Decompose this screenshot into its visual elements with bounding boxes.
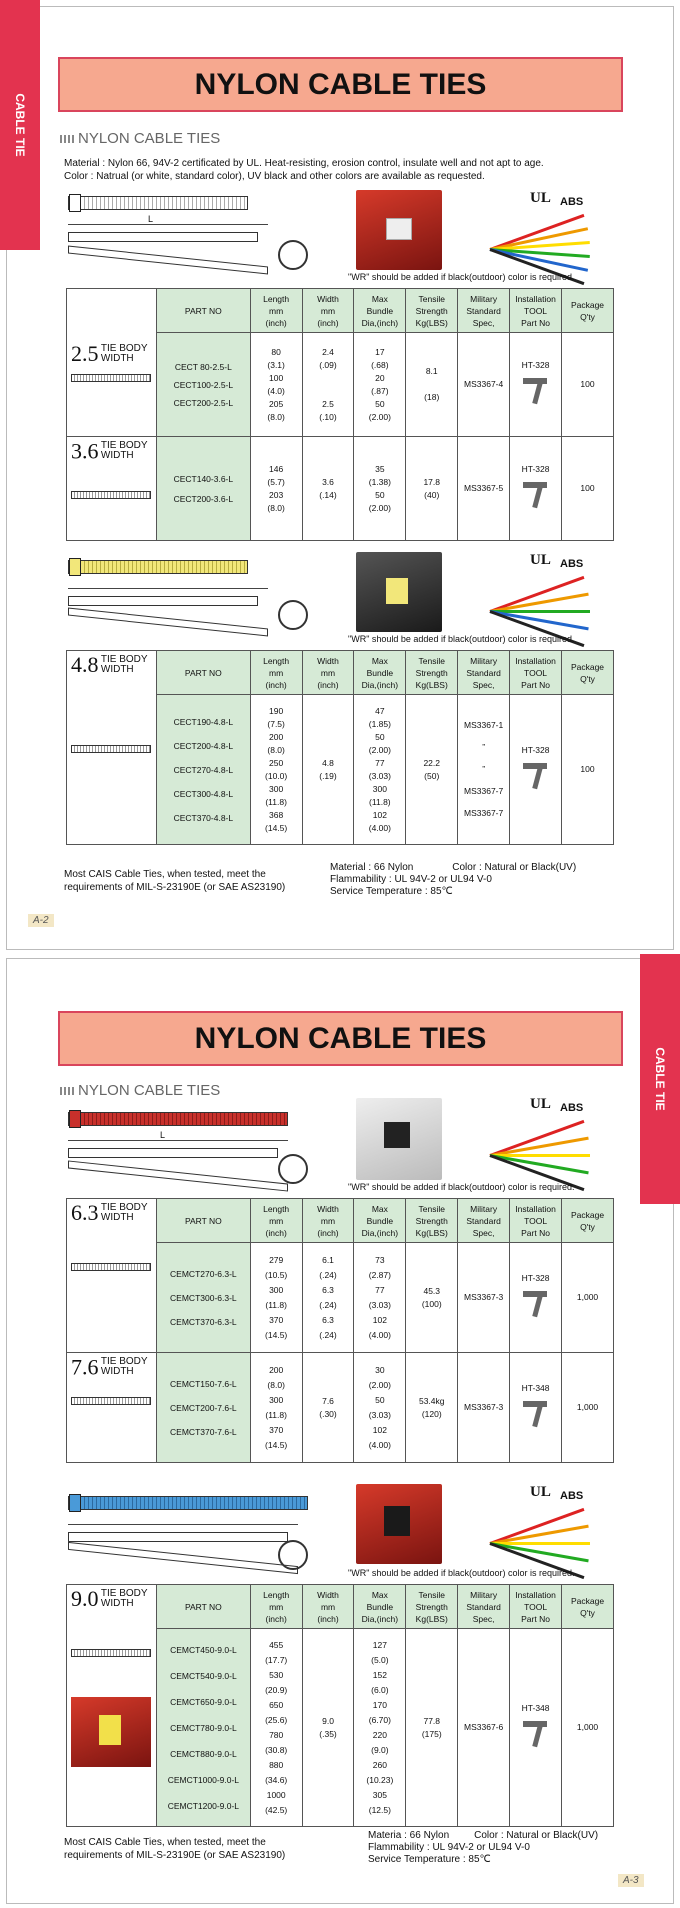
mini-tie-icon	[71, 1263, 151, 1271]
colored-ties-fan	[490, 1522, 590, 1562]
section-bars-icon	[60, 135, 74, 143]
size-cell	[67, 1585, 157, 1827]
header-qty: Package Q'ty	[562, 651, 614, 695]
length-values: 190 (7.5) 200 (8.0) 250 (10.0) 300 (11.8) 368 (14.5)	[250, 695, 302, 845]
catalog-page-a3	[0, 954, 680, 1908]
dimension-line	[68, 224, 268, 225]
install-tool-icon	[521, 1399, 551, 1429]
military-spec: MS3367-4	[458, 333, 510, 437]
tool-cell	[510, 437, 562, 541]
width-values: 3.6 (.14)	[302, 437, 354, 541]
product-photo-black	[356, 1098, 442, 1180]
material-summary: Materia : 66 Nylon Color : Natural or Black(UV) Flammability : UL 94V-2 or UL94 V-0 Service Temperature : 85℃	[368, 1830, 599, 1865]
size-value: 7.6	[71, 1354, 99, 1380]
tie-head	[69, 1110, 81, 1128]
table-header-row	[67, 1199, 614, 1243]
dimension-line	[68, 1140, 288, 1141]
size-label: TIE BODY WIDTH	[100, 1356, 148, 1377]
tie-head	[69, 1494, 81, 1512]
material-line: Material : Nylon 66, 94V-2 certificated by UL. Heat-resisting, erosion control, insulate well and not apt to age.	[64, 158, 544, 169]
abs-logo: ABS	[560, 558, 584, 570]
tie-loop-drawing	[278, 240, 308, 270]
bundle-values: 17 (.68) 20 (.87) 50 (2.00)	[354, 333, 406, 437]
size-cell	[67, 1353, 157, 1463]
ul-logo: UL	[530, 1484, 551, 1500]
tensile-values: 45.3 (100)	[406, 1243, 458, 1353]
tie-loop-drawing	[278, 1540, 308, 1570]
part-numbers: CECT 80-2.5-L CECT100-2.5-L CECT200-2.5-L	[156, 333, 250, 437]
page-title: NYLON CABLE TIES	[58, 1011, 623, 1066]
tool-part-no: HT-348	[521, 1383, 550, 1393]
header-military: Military Standard Spec,	[458, 289, 510, 333]
size-cell	[67, 1199, 157, 1353]
size-label: TIE BODY WIDTH	[100, 1202, 148, 1223]
tool-cell	[510, 333, 562, 437]
header-qty: Package Q'ty	[562, 289, 614, 333]
dimension-line	[68, 588, 268, 589]
color-line: Color : Natrual (or white, standard color), UV black and other colors are available as requested.	[64, 171, 485, 182]
product-photo-black-red	[356, 1484, 442, 1564]
product-photo-yellow	[356, 552, 442, 632]
install-tool-icon	[521, 761, 551, 791]
table-header-row	[67, 1585, 614, 1629]
cable-tie-drawing-side	[68, 1532, 288, 1542]
size-value: 3.6	[71, 438, 99, 464]
size-cell	[67, 437, 157, 541]
header-tensile: Tensile Strength Kg(LBS)	[406, 289, 458, 333]
material-summary: Material : 66 Nylon Color : Natural or Black(UV) Flammability : UL 94V-2 or UL94 V-0 Service Temperature : 85℃	[330, 862, 577, 897]
cable-tie-drawing-side	[68, 232, 258, 242]
military-spec: MS3367-6	[458, 1629, 510, 1827]
ul-logo: UL	[530, 190, 551, 206]
product-photo-bundle	[71, 1697, 151, 1767]
wr-note: "WR" should be added if black(outdoor) color is required.	[348, 272, 575, 282]
dimension-line	[68, 1524, 298, 1525]
side-tab	[640, 954, 680, 1204]
header-tensile: Tensile Strength Kg(LBS)	[406, 651, 458, 695]
mini-tie-icon	[71, 491, 151, 499]
tool-part-no: HT-328	[521, 745, 550, 755]
tool-cell	[510, 1629, 562, 1827]
tie-loop-drawing	[278, 1154, 308, 1184]
install-tool-icon	[521, 1289, 551, 1319]
length-values: 279 (10.5) 300 (11.8) 370 (14.5)	[250, 1243, 302, 1353]
header-width: Width mm (inch)	[302, 289, 354, 333]
bundle-values: 30 (2.00) 50 (3.03) 102 (4.00)	[354, 1353, 406, 1463]
side-tab	[0, 0, 40, 250]
tool-cell	[510, 1353, 562, 1463]
size-label: TIE BODY WIDTH	[100, 342, 148, 364]
page-number: A-2	[28, 914, 54, 927]
part-numbers: CECT190-4.8-L CECT200-4.8-L CECT270-4.8-L CECT300-4.8-L CECT370-4.8-L	[156, 695, 250, 845]
tensile-values: 53.4kg (120)	[406, 1353, 458, 1463]
cable-tie-drawing-side	[68, 596, 258, 606]
section-heading	[60, 130, 220, 147]
colored-ties-fan	[490, 1134, 590, 1174]
product-photo-natural	[356, 190, 442, 270]
package-qty: 100	[562, 695, 614, 845]
colored-ties-fan	[490, 228, 590, 268]
header-length: Length mm (inch)	[250, 1585, 302, 1629]
section-heading-text: NYLON CABLE TIES	[78, 130, 221, 147]
wr-note: "WR" should be added if black(outdoor) color is required.	[348, 1568, 575, 1578]
military-spec: MS3367-1 ” ” MS3367-7 MS3367-7	[458, 695, 510, 845]
header-part-no: PART NO	[156, 651, 250, 695]
ul-logo: UL	[530, 552, 551, 568]
cable-tie-drawing-yellow	[68, 560, 248, 574]
mini-tie-icon	[71, 374, 151, 382]
size-label: TIE BODY WIDTH	[100, 1588, 148, 1609]
header-width: Width mm (inch)	[302, 1199, 354, 1243]
size-value: 4.8	[71, 652, 99, 677]
length-values: 146 (5.7) 203 (8.0)	[250, 437, 302, 541]
width-values: 6.1 (.24) 6.3 (.24) 6.3 (.24)	[302, 1243, 354, 1353]
cable-tie-drawing-blue	[68, 1496, 308, 1510]
length-values: 200 (8.0) 300 (11.8) 370 (14.5)	[250, 1353, 302, 1463]
header-bundle: Max Bundle Dia,(inch)	[354, 1199, 406, 1243]
header-bundle: Max Bundle Dia,(inch)	[354, 651, 406, 695]
header-military: Military Standard Spec,	[458, 1199, 510, 1243]
header-qty: Package Q'ty	[562, 1585, 614, 1629]
part-numbers: CEMCT450-9.0-L CEMCT540-9.0-L CEMCT650-9.0-L CEMCT780-9.0-L CEMCT880-9.0-L CEMCT1000-9.0-L CEMCT1200-9.0-L	[156, 1629, 250, 1827]
wr-note: "WR" should be added if black(outdoor) color is required.	[348, 634, 575, 644]
install-tool-icon	[521, 480, 551, 510]
side-tab-label: CABLE TIE	[13, 93, 27, 157]
abs-logo: ABS	[560, 1490, 584, 1502]
military-spec: MS3367-3	[458, 1353, 510, 1463]
spec-table-4	[66, 1584, 614, 1827]
size-value: 9.0	[71, 1586, 99, 1611]
size-label: TIE BODY WIDTH	[100, 440, 148, 461]
tool-part-no: HT-348	[521, 1703, 550, 1713]
install-tool-icon	[521, 1719, 551, 1749]
part-numbers: CEMCT270-6.3-L CEMCT300-6.3-L CEMCT370-6.3-L	[156, 1243, 250, 1353]
size-cell	[67, 289, 157, 437]
military-spec: MS3367-3	[458, 1243, 510, 1353]
mil-spec-note: Most CAIS Cable Ties, when tested, meet the requirements of MIL-S-23190E (or SAE AS23190)	[64, 1837, 286, 1861]
header-tensile: Tensile Strength Kg(LBS)	[406, 1585, 458, 1629]
package-qty: 100	[562, 437, 614, 541]
dimension-label: L	[160, 1130, 166, 1140]
dimension-label: L	[148, 214, 154, 224]
table-row	[67, 1353, 614, 1463]
abs-logo: ABS	[560, 1102, 584, 1114]
header-tensile: Tensile Strength Kg(LBS)	[406, 1199, 458, 1243]
package-qty: 1,000	[562, 1243, 614, 1353]
page-number: A-3	[618, 1874, 644, 1887]
part-numbers: CECT140-3.6-L CECT200-3.6-L	[156, 437, 250, 541]
header-military: Military Standard Spec,	[458, 1585, 510, 1629]
colored-ties-fan	[490, 590, 590, 630]
tool-cell	[510, 695, 562, 845]
side-tab-label: CABLE TIE	[653, 1047, 667, 1111]
tensile-values: 77.8 (175)	[406, 1629, 458, 1827]
length-values: 80 (3.1) 100 (4.0) 205 (8.0)	[250, 333, 302, 437]
header-bundle: Max Bundle Dia,(inch)	[354, 1585, 406, 1629]
width-values: 9.0 (.35)	[302, 1629, 354, 1827]
size-value: 2.5	[71, 340, 99, 366]
bundle-values: 47 (1.85) 50 (2.00) 77 (3.03) 300 (11.8) 102 (4.00)	[354, 695, 406, 845]
tool-part-no: HT-328	[521, 1273, 550, 1283]
header-part-no: PART NO	[156, 289, 250, 333]
tensile-values: 8.1 (18)	[406, 333, 458, 437]
military-spec: MS3367-5	[458, 437, 510, 541]
bundle-values: 127 (5.0) 152 (6.0) 170 (6.70) 220 (9.0) 260 (10.23) 305 (12.5)	[354, 1629, 406, 1827]
header-part-no: PART NO	[156, 1585, 250, 1629]
ul-logo: UL	[530, 1096, 551, 1112]
package-qty: 1,000	[562, 1629, 614, 1827]
part-numbers: CEMCT150-7.6-L CEMCT200-7.6-L CEMCT370-7.6-L	[156, 1353, 250, 1463]
page-title: NYLON CABLE TIES	[58, 57, 623, 112]
size-value: 6.3	[71, 1200, 99, 1225]
abs-logo: ABS	[560, 196, 584, 208]
header-length: Length mm (inch)	[250, 651, 302, 695]
size-cell	[67, 651, 157, 845]
package-qty: 100	[562, 333, 614, 437]
header-width: Width mm (inch)	[302, 1585, 354, 1629]
mil-spec-note: Most CAIS Cable Ties, when tested, meet the requirements of MIL-S-23190E (or SAE AS23190)	[64, 869, 286, 893]
spec-table-1	[66, 288, 614, 541]
mini-tie-icon	[71, 745, 151, 753]
section-bars-icon	[60, 1087, 74, 1095]
wr-note: "WR" should be added if black(outdoor) color is required.	[348, 1182, 575, 1192]
tensile-values: 17.8 (40)	[406, 437, 458, 541]
length-values: 455 (17.7) 530 (20.9) 650 (25.6) 780 (30.8) 880 (34.6) 1000 (42.5)	[250, 1629, 302, 1827]
header-tool: Installation TOOL Part No	[510, 1199, 562, 1243]
tool-part-no: HT-328	[521, 464, 550, 474]
table-header-row	[67, 289, 614, 333]
tie-loop-drawing	[278, 600, 308, 630]
mini-tie-icon	[71, 1649, 151, 1657]
header-bundle: Max Bundle Dia,(inch)	[354, 289, 406, 333]
section-heading-text: NYLON CABLE TIES	[78, 1082, 221, 1099]
header-length: Length mm (inch)	[250, 289, 302, 333]
spec-table-3	[66, 1198, 614, 1463]
header-military: Military Standard Spec,	[458, 651, 510, 695]
spec-table-2	[66, 650, 614, 845]
tool-cell	[510, 1243, 562, 1353]
size-label: TIE BODY WIDTH	[100, 654, 148, 675]
cable-tie-drawing-top	[68, 196, 248, 210]
tie-head	[69, 194, 81, 212]
cable-tie-drawing-red	[68, 1112, 288, 1126]
table-header-row	[67, 651, 614, 695]
bundle-values: 35 (1.38) 50 (2.00)	[354, 437, 406, 541]
table-row	[67, 437, 614, 541]
cable-tie-drawing-side	[68, 1148, 278, 1158]
tool-part-no: HT-328	[521, 360, 550, 370]
mini-tie-icon	[71, 1397, 151, 1405]
tie-head	[69, 558, 81, 576]
package-qty: 1,000	[562, 1353, 614, 1463]
bundle-values: 73 (2.87) 77 (3.03) 102 (4.00)	[354, 1243, 406, 1353]
header-part-no: PART NO	[156, 1199, 250, 1243]
header-width: Width mm (inch)	[302, 651, 354, 695]
install-tool-icon	[521, 376, 551, 406]
header-tool: Installation TOOL Part No	[510, 1585, 562, 1629]
width-values: 4.8 (.19)	[302, 695, 354, 845]
width-values: 7.6 (.30)	[302, 1353, 354, 1463]
width-values: 2.4 (.09) 2.5 (.10)	[302, 333, 354, 437]
header-tool: Installation TOOL Part No	[510, 289, 562, 333]
header-length: Length mm (inch)	[250, 1199, 302, 1243]
header-qty: Package Q'ty	[562, 1199, 614, 1243]
header-tool: Installation TOOL Part No	[510, 651, 562, 695]
tensile-values: 22.2 (50)	[406, 695, 458, 845]
section-heading	[60, 1082, 220, 1099]
